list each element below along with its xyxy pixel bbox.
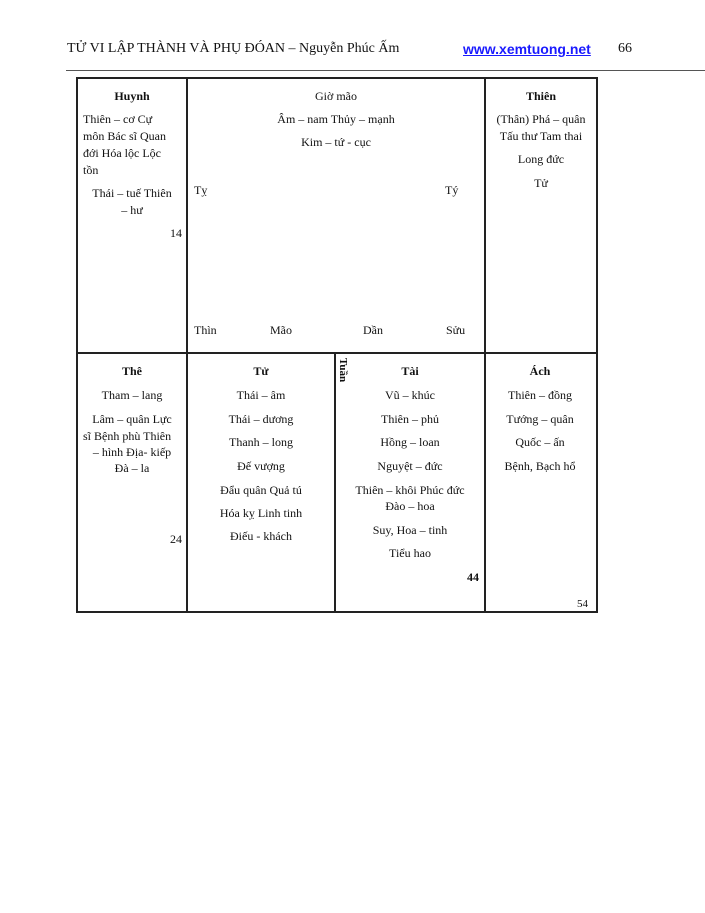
star-line: Thiên – khôi Phúc đức — [355, 483, 465, 497]
palace-tu — [186, 352, 336, 613]
palace-title: Huynh — [114, 89, 150, 103]
tuan-marker: Tuần — [337, 358, 349, 383]
page-header — [67, 41, 637, 63]
palace-title: Tài — [401, 364, 419, 378]
star-line: Thái – dương — [228, 412, 294, 426]
document-title: TỬ VI LẬP THÀNH VÀ PHỤ ĐÓAN – Nguyễn Phúc Ấm — [67, 41, 400, 56]
star-line: Long đức — [517, 152, 565, 166]
birth-hour: Giờ mão — [314, 89, 357, 103]
star-line: – hình Địa- kiếp — [92, 445, 172, 459]
palace-title: Ách — [529, 364, 551, 378]
palace-thien — [484, 77, 598, 354]
palace-title: Thiên — [525, 89, 556, 103]
palace-number: 14 — [170, 226, 182, 240]
palace-title: Thê — [121, 364, 142, 378]
palace-number: 24 — [170, 532, 182, 546]
star-line: (Thân) Phá – quân — [496, 112, 586, 126]
star-line: Thái – tuế Thiên — [92, 186, 172, 200]
palace-number: 44 — [467, 570, 479, 584]
star-line: Đào – hoa — [385, 499, 435, 513]
star-line: sĩ Bệnh phù Thiên — [83, 429, 172, 443]
horoscope-chart — [76, 77, 598, 613]
branch-label: Thìn — [194, 323, 217, 337]
palace-title: Tử — [253, 364, 269, 378]
star-line: Tham – lang — [101, 388, 163, 402]
star-line: – hư — [121, 203, 143, 217]
star-line: Đẩu quân Quả tú — [220, 483, 302, 497]
star-line: Nguyệt – đức — [377, 459, 443, 473]
star-line: Đế vượng — [237, 459, 285, 473]
gender-element: Âm – nam Thủy – mạnh — [277, 112, 395, 126]
star-line: đới Hóa lộc Lộc — [83, 146, 161, 160]
palace-ach — [484, 352, 598, 613]
palace-number: 54 — [577, 598, 588, 610]
page-number: 66 — [618, 41, 632, 56]
star-line: Tử — [534, 176, 548, 190]
star-line: Thiên – đồng — [508, 388, 572, 402]
star-line: Tướng – quân — [506, 412, 574, 426]
star-line: Đà – la — [114, 461, 150, 475]
star-line: Thiên – cơ Cự — [83, 112, 153, 126]
website-link[interactable]: www.xemtuong.net — [463, 41, 591, 57]
star-line: Thanh – long — [229, 435, 293, 449]
star-line: Bệnh, Bạch hổ — [504, 459, 576, 473]
star-line: Suy, Hoa – tinh — [372, 523, 448, 537]
star-line: Vũ – khúc — [385, 388, 435, 402]
branch-label-ty: Tỵ — [194, 183, 208, 197]
branch-label: Mão — [270, 323, 292, 337]
palace-huynh — [76, 77, 188, 354]
star-line: tồn — [83, 163, 99, 177]
header-rule — [66, 70, 705, 71]
star-line: Lâm – quân Lực — [92, 412, 172, 426]
star-line: môn Bác sĩ Quan — [83, 129, 166, 143]
element-bureau: Kim – tứ - cục — [301, 135, 371, 149]
star-line: Hóa kỵ Linh tinh — [219, 506, 303, 520]
palace-the — [76, 352, 188, 613]
branch-label-ti: Tý — [445, 183, 459, 197]
star-line: Thiên – phủ — [381, 412, 439, 426]
star-line: Tấu thư Tam thai — [499, 129, 583, 143]
star-line: Quốc – ấn — [515, 435, 565, 449]
star-line: Hồng – loan — [380, 435, 440, 449]
branch-label: Sửu — [446, 323, 466, 337]
center-panel — [186, 77, 486, 354]
palace-tai — [334, 352, 486, 613]
star-line: Thái – âm — [236, 388, 286, 402]
star-line: Tiểu hao — [389, 546, 431, 560]
branch-label: Dần — [363, 323, 383, 337]
star-line: Điếu - khách — [230, 529, 292, 543]
